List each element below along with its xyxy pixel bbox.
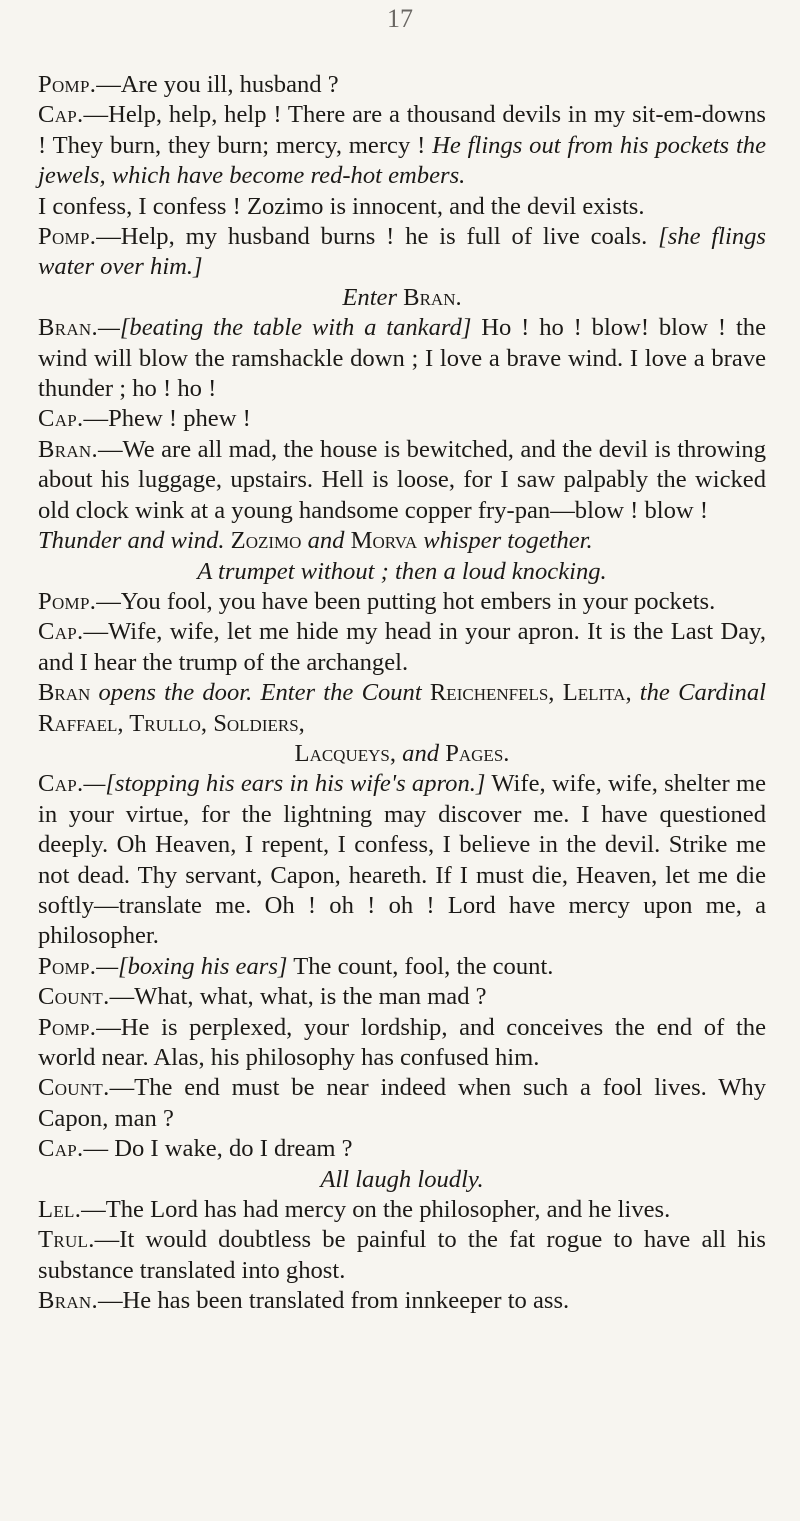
- speaker-name: Pomp.: [38, 1013, 97, 1041]
- speaker-name: Cap.: [38, 618, 84, 646]
- stage-direction-block: [38, 526, 766, 556]
- speaker-name: Pomp.: [38, 71, 97, 98]
- stage-direction-block: [38, 678, 766, 739]
- speech-text: —He is perplexed, your lordship, and conceives the end of the world near. Alas, his philosophy has confused him.: [38, 1013, 766, 1071]
- speech: [38, 1073, 766, 1134]
- page-number: 17: [387, 4, 413, 33]
- speech-text: —Help, my husband burns ! he is full of live coals.: [96, 223, 648, 251]
- speech-text: —Help, help, help ! There are a thousand devils in my sit-em-downs ! They burn, they burn; mercy, mercy !: [38, 101, 766, 159]
- character-name: Pages.: [445, 739, 510, 767]
- character-name: Bran: [38, 679, 91, 707]
- stage-direction: whisper together.: [417, 527, 593, 555]
- stage-direction: A trumpet without ; then a loud knocking.: [197, 557, 607, 585]
- speaker-name: Pomp.: [38, 952, 97, 980]
- stage-direction: —[beating the table with a tankard]: [97, 314, 472, 342]
- speaker-name: Pomp.: [38, 223, 97, 251]
- character-name: Lacqueys,: [294, 739, 397, 767]
- character-name: Raffael, Trullo, Soldiers,: [38, 709, 305, 737]
- speech: [38, 1195, 766, 1225]
- speech-text: —We are all mad, the house is bewitched, and the devil is throwing about his luggage, upstairs. Hell is loose, for I saw palpably the wicked old clock wink at a young handsome copper fry-pan—blow ! blow !: [38, 435, 766, 524]
- speech: [38, 192, 766, 222]
- enter-label: Enter: [342, 283, 398, 311]
- speech-text: — Do I wake, do I dream ?: [83, 1135, 353, 1163]
- speaker-name: Bran.: [38, 314, 98, 342]
- speech-text: Ho ! ho ! blow! blow ! the wind will blow the ramshackle down ; I love a brave wind. I love a brave thunder ; ho ! ho !: [38, 314, 766, 403]
- speech-text: —The end must be near indeed when such a fool lives. Why Capon, man ?: [38, 1074, 766, 1132]
- stage-direction-block: [38, 739, 766, 769]
- speech: [38, 435, 766, 526]
- character-name: Reichenfels,: [429, 679, 555, 707]
- speaker-name: Pomp.: [38, 587, 97, 615]
- stage-direction: [she flings water over him.]: [38, 223, 767, 281]
- speech: [38, 587, 766, 617]
- stage-direction: Thunder and wind.: [38, 527, 231, 555]
- speaker-name: Count.: [38, 983, 110, 1011]
- character-name: Morva: [350, 527, 418, 555]
- character-name: Bran.: [403, 283, 462, 311]
- speech: [38, 313, 766, 404]
- speech-text: —Wife, wife, let me hide my head in your apron. It is the Last Day, and I hear the trump of the archangel.: [38, 618, 766, 676]
- speech: [38, 1286, 766, 1316]
- speaker-name: Bran.: [38, 435, 98, 463]
- stage-direction-block: [38, 557, 766, 587]
- speaker-name: Trul.: [38, 1226, 95, 1254]
- speech-text: —Phew ! phew !: [83, 405, 251, 433]
- speech-text: —Are you ill, husband ?: [96, 71, 339, 98]
- speech: [38, 100, 766, 191]
- speech-text: —It would doubtless be painful to the fat rogue to have all his substance translated into ghost.: [38, 1226, 766, 1284]
- stage-direction: —[stopping his ears in his wife's apron.]: [83, 770, 486, 798]
- speech: [38, 769, 766, 951]
- speech: [38, 1225, 766, 1286]
- speaker-name: Cap.: [38, 405, 84, 433]
- speech-text: Wife, wife, wife, shelter me in your virtue, for the lightning may discover me. I have questioned deeply. Oh Heaven, I repent, I confess, I believe in the devil. Strike me not dead. Thy servant, Capon, heareth. If I must die, Heaven, let me die softly—translate me. Oh ! oh ! oh ! Lord have mercy upon me, a philosopher.: [38, 770, 766, 950]
- speech: [38, 404, 766, 434]
- stage-direction: He flings out from his pockets the jewels, which have become red-hot embers.: [38, 131, 766, 190]
- stage-direction-enter: [38, 283, 766, 313]
- speech: [38, 1013, 766, 1074]
- speaker-name: Count.: [38, 1074, 110, 1102]
- stage-direction: —[boxing his ears]: [96, 952, 288, 980]
- stage-direction: opens the door. Enter the Count: [90, 679, 430, 707]
- speech-text: —What, what, what, is the man mad ?: [109, 983, 487, 1011]
- character-name: Zozimo: [230, 527, 302, 555]
- stage-direction: All laugh loudly.: [320, 1165, 484, 1193]
- speaker-name: Lel.: [38, 1196, 82, 1224]
- speech-text: —He has been translated from innkeeper to ass.: [97, 1287, 570, 1315]
- stage-direction-block: [38, 1165, 766, 1195]
- speaker-name: Bran.: [38, 1287, 98, 1315]
- speech-text: —The Lord has had mercy on the philosopher, and he lives.: [81, 1196, 671, 1224]
- speaker-name: Cap.: [38, 1135, 84, 1163]
- speech: [38, 952, 766, 982]
- stage-direction: and: [301, 527, 351, 555]
- speaker-name: Cap.: [38, 101, 84, 129]
- speaker-name: Cap.: [38, 770, 84, 798]
- speech: [38, 617, 766, 678]
- character-name: Lelita,: [562, 679, 632, 707]
- speech-text: I confess, I confess ! Zozimo is innocent, and the devil exists.: [38, 192, 645, 220]
- stage-direction: the Cardinal: [631, 679, 766, 707]
- speech-text: The count, fool, the count.: [287, 952, 554, 980]
- speech: [38, 222, 766, 283]
- speech: [38, 982, 766, 1012]
- stage-direction: and: [396, 739, 446, 767]
- speech-text: —You fool, you have been putting hot embers in your pockets.: [96, 587, 716, 615]
- speech: [38, 1134, 766, 1164]
- play-text: [38, 70, 766, 1317]
- speech: [38, 70, 766, 100]
